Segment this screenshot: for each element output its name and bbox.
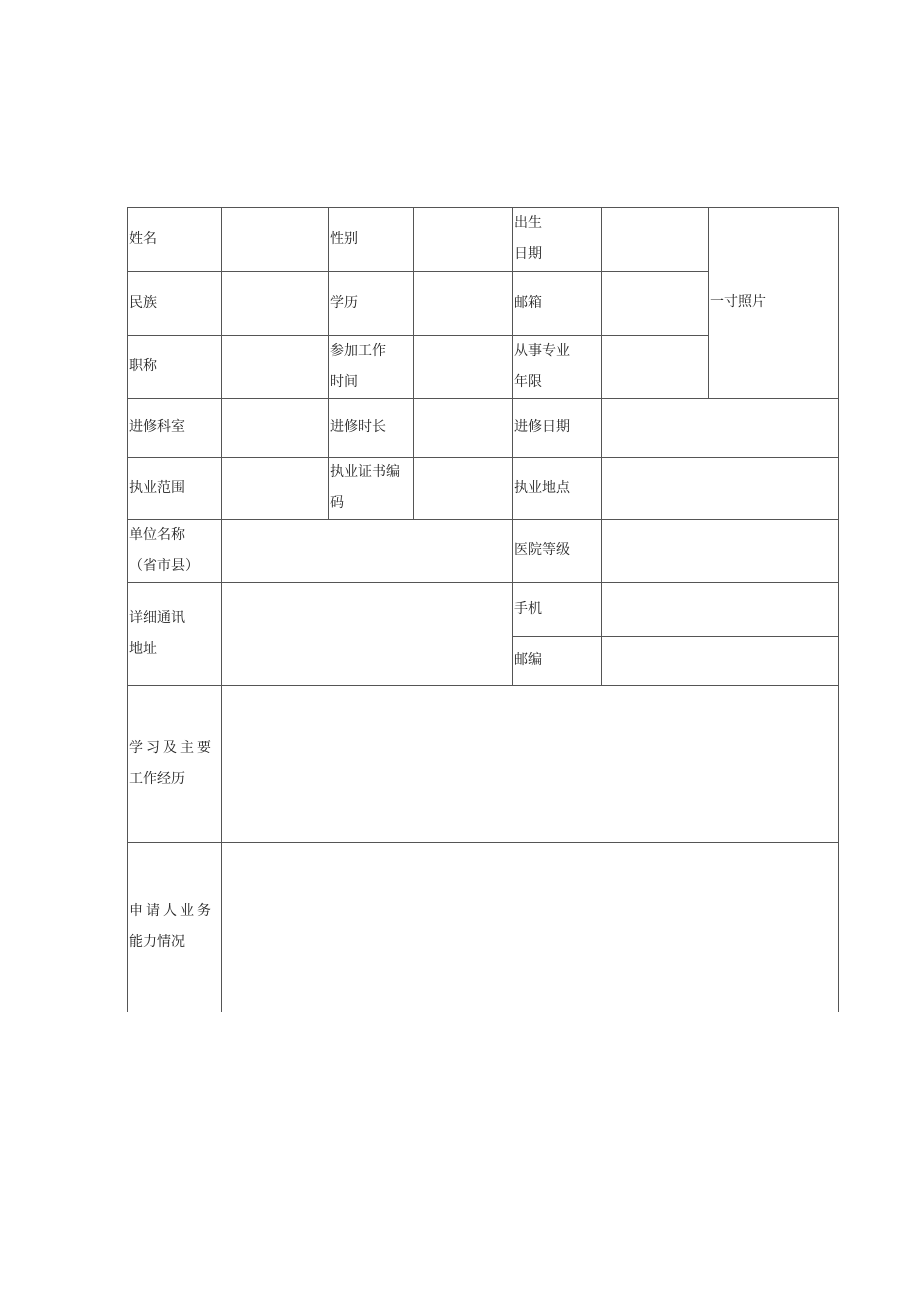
grid-line-col6 <box>708 207 709 398</box>
work-start-label-line1: 参加工作 <box>330 342 386 359</box>
mobile-label: 手机 <box>514 600 542 617</box>
grid-line-row8 <box>127 842 839 843</box>
title-label-cell <box>127 335 221 398</box>
birth-label-line1: 出生 <box>514 215 542 231</box>
mobile-value-cell[interactable] <box>601 582 839 636</box>
experience-value-cell[interactable] <box>221 685 839 842</box>
mobile-label-cell <box>512 582 601 636</box>
practice-scope-label: 执业范围 <box>129 479 185 496</box>
duration-label-cell <box>328 398 413 457</box>
practice-place-label: 执业地点 <box>514 479 570 496</box>
grid-line-col2 <box>328 207 329 519</box>
grid-line-right <box>838 207 839 1012</box>
dept-label-cell <box>127 398 221 457</box>
grid-line-row2 <box>127 335 708 336</box>
work-start-label-line2: 时间 <box>330 373 358 390</box>
birth-value-cell[interactable] <box>601 207 708 271</box>
grid-line-col4 <box>512 207 513 685</box>
grid-line-row6 <box>127 582 839 583</box>
hospital-level-value-cell[interactable] <box>601 519 839 582</box>
education-label-cell <box>328 271 413 335</box>
years-value-cell[interactable] <box>601 335 708 398</box>
education-label: 学历 <box>330 294 358 311</box>
license-no-value-cell[interactable] <box>413 457 512 519</box>
license-no-label-cell <box>328 457 413 519</box>
years-label-line1: 从事专业 <box>514 342 570 359</box>
address-value-cell[interactable] <box>221 582 512 685</box>
ability-label-line1: 申请人业务 <box>129 903 214 919</box>
email-label: 邮箱 <box>514 294 542 311</box>
gender-label-cell <box>328 207 413 271</box>
years-label-cell <box>512 335 601 398</box>
title-label: 职称 <box>129 358 157 374</box>
study-date-value-cell[interactable] <box>601 398 839 457</box>
work-start-label-cell <box>328 335 413 398</box>
practice-scope-value-cell[interactable] <box>221 457 328 519</box>
address-label-line2: 地址 <box>129 640 157 657</box>
study-date-label-cell <box>512 398 601 457</box>
ethnicity-label: 民族 <box>129 294 157 311</box>
grid-line-row4 <box>127 457 839 458</box>
grid-line-col3 <box>413 207 414 519</box>
years-label-line2: 年限 <box>514 373 542 390</box>
ability-label-cell <box>127 842 221 1012</box>
grid-line-row1 <box>127 271 708 272</box>
ability-label-line2: 能力情况 <box>129 934 185 950</box>
unit-label-line2: （省市县） <box>129 557 199 574</box>
application-form-table <box>127 207 839 1012</box>
ethnicity-value-cell[interactable] <box>221 271 328 335</box>
gender-value-cell[interactable] <box>413 207 512 271</box>
unit-value-cell[interactable] <box>221 519 512 582</box>
title-value-cell[interactable] <box>221 335 328 398</box>
practice-scope-label-cell <box>127 457 221 519</box>
postcode-label: 邮编 <box>514 652 542 668</box>
practice-place-value-cell[interactable] <box>601 457 839 519</box>
duration-label: 进修时长 <box>330 419 386 435</box>
birth-label-line2: 日期 <box>514 246 542 262</box>
birth-label-cell <box>512 207 601 271</box>
grid-line-row5 <box>127 519 839 520</box>
experience-label-line1: 学习及主要 <box>129 739 214 756</box>
unit-label-line1: 单位名称 <box>129 526 185 543</box>
grid-line-row7 <box>127 685 839 686</box>
name-label: 姓名 <box>129 230 157 247</box>
photo-label: 一寸照片 <box>710 294 766 310</box>
address-label-cell <box>127 582 221 685</box>
experience-label-line2: 工作经历 <box>129 770 185 787</box>
grid-line-mobile <box>512 636 839 637</box>
dept-label: 进修科室 <box>129 419 185 435</box>
grid-line-col5 <box>601 207 602 685</box>
email-label-cell <box>512 271 601 335</box>
photo-cell[interactable] <box>708 207 839 398</box>
duration-value-cell[interactable] <box>413 398 512 457</box>
dept-value-cell[interactable] <box>221 398 328 457</box>
education-value-cell[interactable] <box>413 271 512 335</box>
postcode-value-cell[interactable] <box>601 636 839 685</box>
email-value-cell[interactable] <box>601 271 708 335</box>
license-no-label-line2: 码 <box>330 495 344 511</box>
grid-line-left <box>127 207 128 1012</box>
postcode-label-cell <box>512 636 601 685</box>
ethnicity-label-cell <box>127 271 221 335</box>
license-no-label-line1: 执业证书编 <box>330 464 400 480</box>
grid-line-row3 <box>127 398 839 399</box>
name-value-cell[interactable] <box>221 207 328 271</box>
hospital-level-label: 医院等级 <box>514 542 570 558</box>
unit-label-cell <box>127 519 221 582</box>
grid-line-top <box>127 207 839 208</box>
practice-place-label-cell <box>512 457 601 519</box>
name-label-cell <box>127 207 221 271</box>
address-label-line1: 详细通讯 <box>129 609 185 626</box>
hospital-level-label-cell <box>512 519 601 582</box>
study-date-label: 进修日期 <box>514 419 570 435</box>
grid-line-col1 <box>221 207 222 1012</box>
work-start-value-cell[interactable] <box>413 335 512 398</box>
gender-label: 性别 <box>330 230 358 247</box>
ability-value-cell[interactable] <box>221 842 839 1012</box>
experience-label-cell <box>127 685 221 842</box>
